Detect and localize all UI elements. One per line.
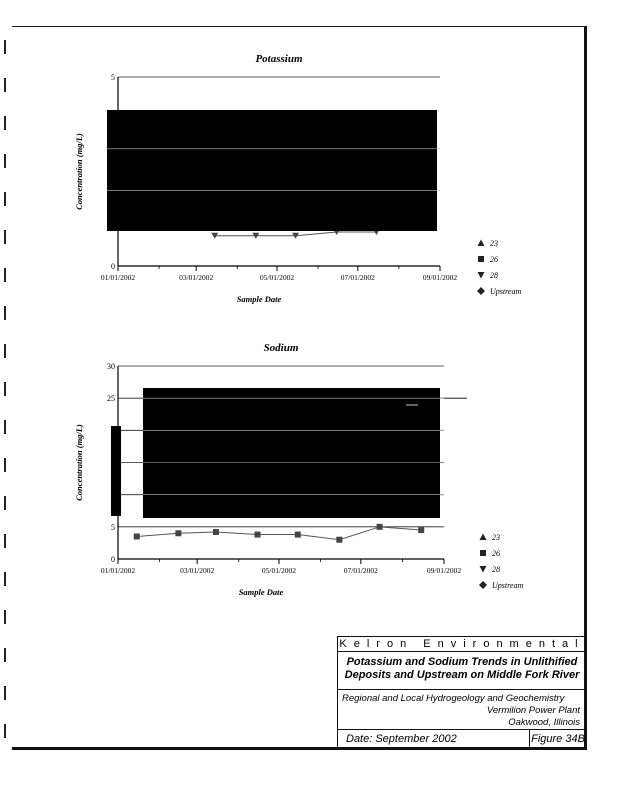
- project-line-3: Oakwood, Illinois: [508, 717, 580, 728]
- project-line-1: Regional and Local Hydrogeology and Geochemistry: [342, 693, 565, 704]
- data-point-26: [418, 527, 424, 533]
- figure-title-line-2: Deposits and Upstream on Middle Fork River: [344, 669, 580, 681]
- project-info: [338, 690, 586, 730]
- x-tick-label: 09/01/2002: [426, 566, 462, 575]
- legend-marker-23: [480, 534, 487, 541]
- data-point-26: [295, 532, 301, 538]
- figure-date: Date: September 2002: [338, 730, 530, 748]
- y-tick-label: 0: [111, 555, 115, 564]
- data-point-26: [175, 530, 181, 536]
- project-line-2: Vermilion Power Plant: [486, 705, 580, 716]
- x-tick-label: 03/01/2002: [179, 273, 214, 282]
- data-point-26: [377, 524, 383, 530]
- data-point-26: [134, 533, 140, 539]
- title-block: [337, 636, 587, 750]
- legend-marker-Upstream: [479, 581, 487, 589]
- legend-label: Upstream: [492, 581, 524, 590]
- legend-label: 28: [490, 271, 498, 280]
- y-axis-label: Concentration (mg/L): [74, 133, 84, 210]
- data-point-26: [213, 529, 219, 535]
- x-tick-label: 01/01/2002: [100, 273, 136, 282]
- y-tick-label: 0: [111, 262, 115, 271]
- figure-number: Figure 34B: [531, 733, 585, 745]
- chart-title: Sodium: [263, 342, 299, 354]
- figure-title: [338, 652, 586, 690]
- legend-marker-26: [480, 550, 486, 556]
- legend-label: 23: [492, 533, 500, 542]
- title-block-footer: [338, 730, 586, 748]
- redaction-block: [143, 388, 440, 518]
- x-axis-label: Sample Date: [238, 587, 284, 597]
- legend-label: Upstream: [490, 287, 522, 296]
- legend-marker-28: [480, 566, 487, 573]
- y-tick-label: 30: [107, 362, 115, 371]
- x-tick-label: 05/01/2002: [261, 566, 297, 575]
- y-axis-label: Concentration (mg/L): [74, 424, 84, 501]
- x-tick-label: 01/01/2002: [100, 566, 136, 575]
- data-point-26: [255, 532, 261, 538]
- chart-title: Potassium: [255, 53, 303, 65]
- x-tick-label: 05/01/2002: [259, 273, 295, 282]
- y-tick-label: 5: [111, 73, 115, 82]
- y-tick-label: 25: [107, 394, 115, 404]
- legend-label: 28: [492, 565, 500, 574]
- figure-title-line-1: Potassium and Sodium Trends in Unlithified: [346, 656, 578, 668]
- redaction-block: [111, 426, 121, 516]
- x-axis-label: Sample Date: [236, 294, 282, 304]
- company-name: Kelron Environmental: [339, 638, 585, 650]
- x-tick-label: 03/01/2002: [180, 566, 215, 575]
- data-point-26: [336, 537, 342, 543]
- legend-label: 23: [490, 239, 498, 248]
- y-tick-label: 5: [111, 522, 115, 532]
- legend-label: 26: [492, 549, 500, 558]
- x-tick-label: 09/01/2002: [422, 273, 458, 282]
- x-tick-label: 07/01/2002: [340, 273, 375, 282]
- x-tick-label: 07/01/2002: [343, 566, 378, 575]
- legend-label: 26: [490, 255, 498, 264]
